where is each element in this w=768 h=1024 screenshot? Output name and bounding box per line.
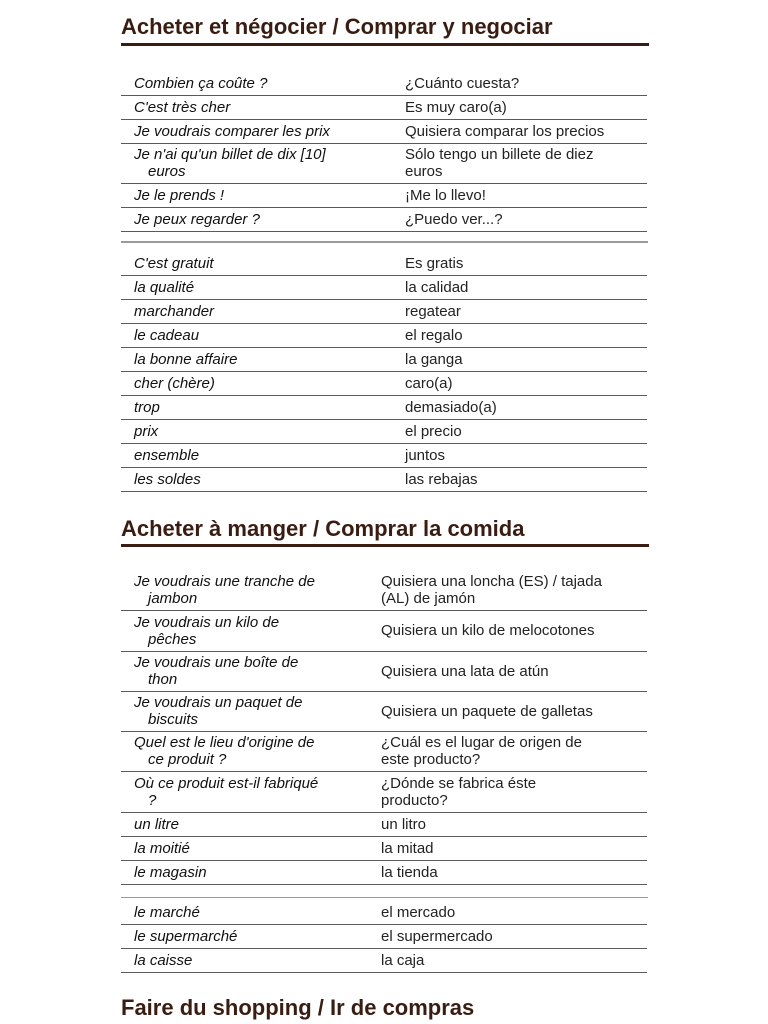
french-phrase-line: euros	[148, 163, 186, 180]
spanish-translation	[405, 399, 497, 416]
french-phrase	[134, 471, 201, 488]
french-phrase-line: trop	[134, 399, 160, 416]
french-phrase-line: biscuits	[148, 711, 199, 728]
spanish-translation-line: juntos	[405, 447, 446, 464]
french-phrase-line: Je n'ai qu'un billet de dix [10]	[134, 146, 326, 163]
spanish-translation-line: producto?	[381, 792, 448, 809]
spanish-translation	[405, 255, 463, 272]
spanish-translation	[381, 928, 493, 945]
table-row	[121, 467, 647, 492]
table-row	[121, 95, 647, 120]
table-row	[121, 395, 647, 420]
section-title-acheter-negocier: Acheter et négocier / Comprar y negociar	[121, 14, 553, 39]
spanish-translation	[405, 471, 478, 488]
spanish-translation	[405, 187, 486, 204]
spanish-translation	[405, 75, 519, 92]
table-row	[121, 207, 647, 232]
french-phrase	[134, 123, 330, 140]
french-phrase	[134, 187, 224, 204]
french-phrase-line: marchander	[134, 303, 215, 320]
spanish-translation-line: el precio	[405, 423, 462, 440]
french-phrase	[134, 447, 199, 464]
table-row	[121, 900, 647, 925]
spanish-translation	[405, 99, 507, 116]
table-row	[121, 836, 647, 861]
french-phrase	[134, 351, 237, 368]
spanish-translation	[381, 703, 593, 720]
spanish-translation	[405, 211, 503, 228]
spanish-translation-line: ¿Cuánto cuesta?	[405, 75, 520, 92]
spanish-translation	[405, 327, 463, 344]
table-row	[121, 371, 647, 396]
table-row	[121, 569, 647, 611]
french-phrase-line: la moitié	[134, 840, 190, 857]
table-separator	[121, 897, 648, 898]
french-phrase	[134, 423, 158, 440]
spanish-translation-line: Quisiera un paquete de galletas	[381, 703, 593, 720]
french-phrase	[134, 573, 315, 607]
french-phrase-line: Je peux regarder ?	[134, 211, 260, 228]
french-phrase-line: Je voudrais comparer les prix	[134, 123, 330, 140]
spanish-translation	[381, 840, 434, 857]
french-phrase	[134, 952, 192, 969]
french-phrase-line: Quel est le lieu d'origine de	[134, 734, 315, 751]
french-phrase	[134, 211, 260, 228]
french-phrase	[134, 75, 267, 92]
spanish-translation	[405, 303, 461, 320]
spanish-translation	[405, 279, 468, 296]
spanish-translation-line: Quisiera un kilo de melocotones	[381, 622, 595, 639]
spanish-translation	[405, 351, 463, 368]
table-row	[121, 251, 647, 276]
table-row	[121, 812, 647, 837]
french-phrase-line: Combien ça coûte ?	[134, 75, 268, 92]
section-title-underline	[121, 544, 649, 547]
french-phrase-line: la qualité	[134, 279, 195, 296]
table-row	[121, 71, 647, 96]
french-phrase-line: cher (chère)	[134, 375, 215, 392]
spanish-translation	[381, 663, 549, 680]
table-row	[121, 347, 647, 372]
spanish-translation-line: Quisiera una loncha (ES) / tajada	[381, 573, 602, 590]
spanish-translation-line: ¡Me lo llevo!	[405, 187, 486, 204]
french-phrase	[134, 327, 199, 344]
table-row	[121, 948, 647, 973]
table-row	[121, 651, 647, 692]
table-row	[121, 419, 647, 444]
french-phrase	[134, 864, 207, 881]
spanish-translation-line: un litro	[381, 816, 427, 833]
table-row	[121, 275, 647, 300]
section-title-faire-shopping: Faire du shopping / Ir de compras	[121, 995, 475, 1020]
french-phrase	[134, 399, 160, 416]
spanish-translation-line: la calidad	[405, 279, 469, 296]
french-phrase	[134, 734, 314, 768]
spanish-translation	[381, 573, 602, 607]
section-title-acheter-manger: Acheter à manger / Comprar la comida	[121, 516, 525, 541]
spanish-translation	[381, 952, 424, 969]
spanish-translation	[381, 864, 438, 881]
spanish-translation-line: la caja	[381, 952, 425, 969]
spanish-translation-line: ¿Puedo ver...?	[405, 211, 503, 228]
spanish-translation	[405, 375, 453, 392]
table-row	[121, 731, 647, 772]
spanish-translation	[405, 146, 593, 180]
table-row	[121, 860, 647, 885]
table-row	[121, 610, 647, 652]
table-row	[121, 443, 647, 468]
french-phrase	[134, 928, 237, 945]
french-phrase	[134, 303, 214, 320]
table-separator	[121, 241, 648, 243]
french-phrase-line: les soldes	[134, 471, 201, 488]
french-phrase-line: C'est gratuit	[134, 255, 214, 272]
french-phrase-line: un litre	[134, 816, 180, 833]
spanish-translation	[405, 447, 445, 464]
spanish-translation-line: el mercado	[381, 904, 456, 921]
spanish-translation-line: el supermercado	[381, 928, 493, 945]
french-phrase-line: Je voudrais une boîte de	[134, 654, 299, 671]
french-phrase-line: ce produit ?	[148, 751, 227, 768]
french-phrase-line: la caisse	[134, 952, 193, 969]
table-row	[121, 183, 647, 208]
spanish-translation	[381, 904, 455, 921]
spanish-translation-line: las rebajas	[405, 471, 478, 488]
french-phrase-line: prix	[134, 423, 159, 440]
french-phrase	[134, 146, 326, 180]
spanish-translation	[405, 123, 604, 140]
spanish-translation-line: la mitad	[381, 840, 434, 857]
spanish-translation-line: demasiado(a)	[405, 399, 497, 416]
french-phrase-line: le supermarché	[134, 928, 238, 945]
french-phrase	[134, 694, 302, 728]
spanish-translation-line: regatear	[405, 303, 461, 320]
spanish-translation-line: la ganga	[405, 351, 463, 368]
french-phrase-line: ?	[148, 792, 157, 809]
french-phrase-line: le cadeau	[134, 327, 200, 344]
spanish-translation	[381, 622, 594, 639]
table-row	[121, 143, 647, 184]
french-phrase	[134, 614, 279, 648]
french-phrase-line: thon	[148, 671, 178, 688]
french-phrase-line: ensemble	[134, 447, 200, 464]
table-row	[121, 691, 647, 732]
french-phrase-line: le marché	[134, 904, 200, 921]
french-phrase	[134, 904, 200, 921]
spanish-translation	[381, 734, 582, 768]
french-phrase-line: la bonne affaire	[134, 351, 238, 368]
french-phrase-line: jambon	[148, 590, 198, 607]
spanish-translation-line: Quisiera una lata de atún	[381, 663, 549, 680]
spanish-translation-line: este producto?	[381, 751, 481, 768]
table-row	[121, 323, 647, 348]
spanish-translation-line: Sólo tengo un billete de diez	[405, 146, 594, 163]
french-phrase-line: pêches	[148, 631, 197, 648]
spanish-translation-line: caro(a)	[405, 375, 453, 392]
spanish-translation-line: la tienda	[381, 864, 438, 881]
french-phrase	[134, 816, 179, 833]
table-row	[121, 924, 647, 949]
french-phrase-line: le magasin	[134, 864, 207, 881]
spanish-translation-line: euros	[405, 163, 443, 180]
spanish-translation-line: (AL) de jamón	[381, 590, 476, 607]
french-phrase-line: Je voudrais un paquet de	[134, 694, 303, 711]
french-phrase-line: Où ce produit est-il fabriqué	[134, 775, 319, 792]
spanish-translation-line: Es gratis	[405, 255, 464, 272]
french-phrase	[134, 279, 194, 296]
french-phrase	[134, 840, 190, 857]
french-phrase-line: C'est très cher	[134, 99, 231, 116]
spanish-translation-line: ¿Dónde se fabrica éste	[381, 775, 537, 792]
spanish-translation	[381, 775, 536, 809]
spanish-translation	[405, 423, 462, 440]
french-phrase-line: Je voudrais un kilo de	[134, 614, 280, 631]
french-phrase	[134, 375, 215, 392]
french-phrase-line: Je voudrais une tranche de	[134, 573, 315, 590]
spanish-translation-line: Es muy caro(a)	[405, 99, 507, 116]
spanish-translation	[381, 816, 426, 833]
french-phrase	[134, 99, 230, 116]
spanish-translation-line: el regalo	[405, 327, 463, 344]
spanish-translation-line: Quisiera comparar los precios	[405, 123, 605, 140]
french-phrase	[134, 255, 214, 272]
section-title-underline	[121, 43, 649, 46]
table-row	[121, 119, 647, 144]
spanish-translation-line: ¿Cuál es el lugar de origen de	[381, 734, 582, 751]
french-phrase	[134, 775, 318, 809]
table-row	[121, 299, 647, 324]
table-row	[121, 771, 647, 813]
french-phrase	[134, 654, 298, 688]
french-phrase-line: Je le prends !	[134, 187, 225, 204]
